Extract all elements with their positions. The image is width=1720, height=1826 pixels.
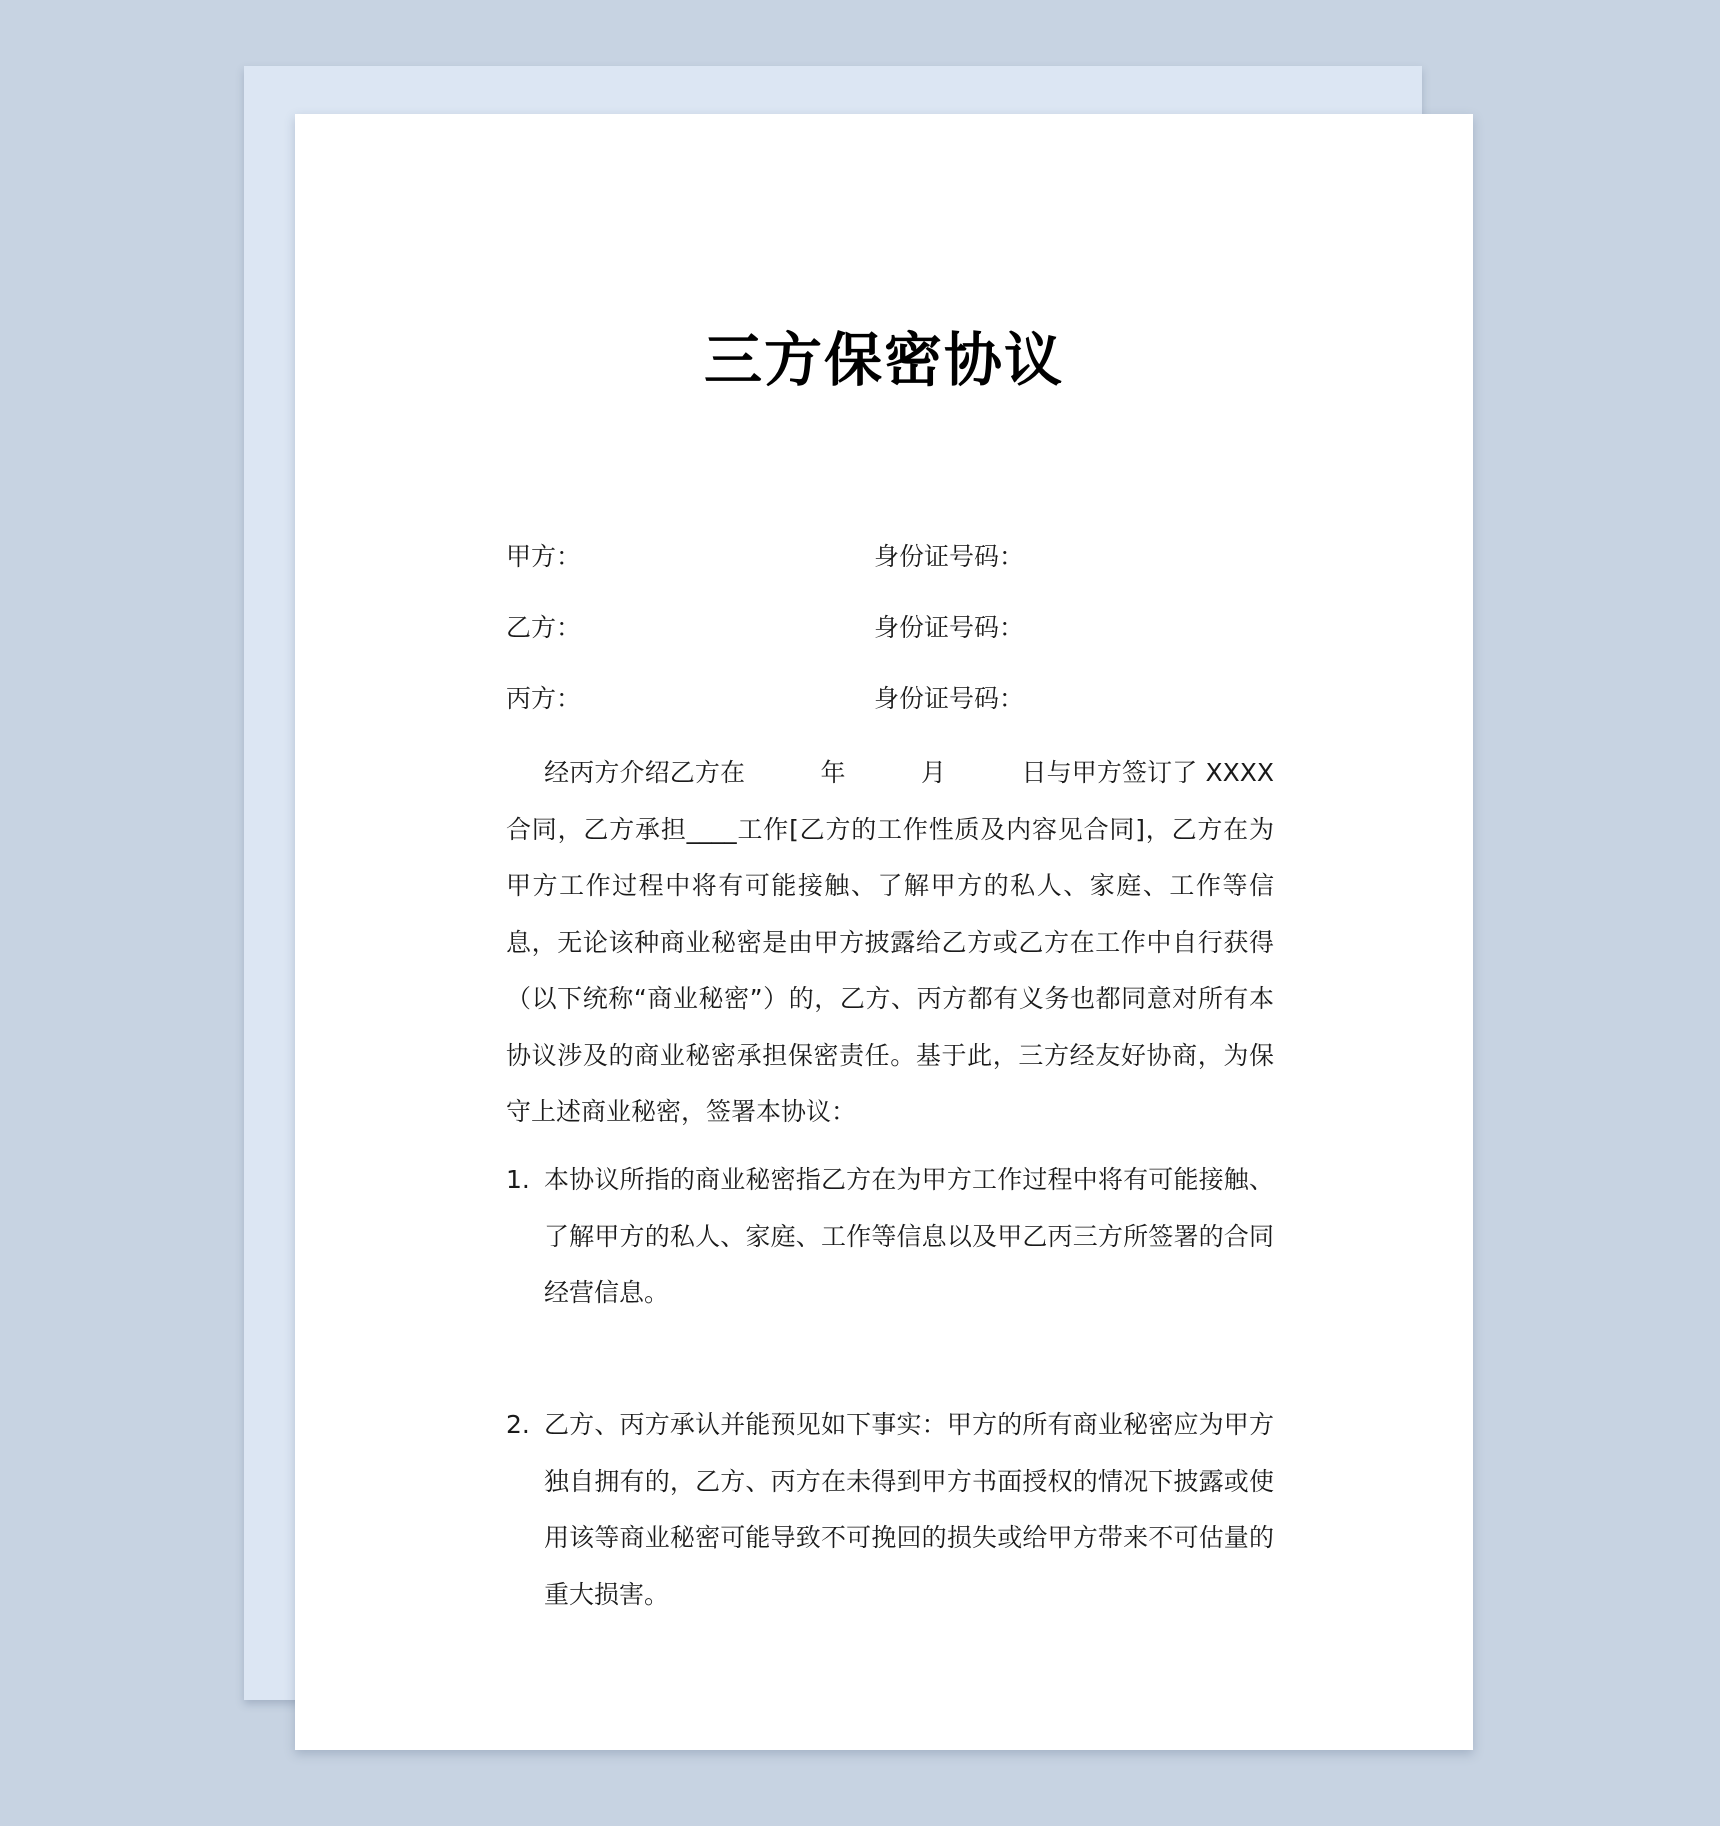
clause-text: 乙方、丙方承认并能预见如下事实：甲方的所有商业秘密应为甲方独自拥有的，乙方、丙方在未得到甲方书面授权的情况下披露或使用该等商业秘密可能导致不可挽回的损失或给甲方带来不可估量的重大损害。 bbox=[544, 1410, 1274, 1609]
clause-1 bbox=[506, 1152, 1274, 1322]
document-title: 三方保密协议 bbox=[703, 326, 1064, 394]
intro-paragraph-text: 经丙方介绍乙方在 年 月 日与甲方签订了 XXXX 合同，乙方承担____工作[乙方的工作性质及内容见合同]，乙方在为甲方工作过程中将有可能接触、了解甲方的私人、家庭、工作等信息，无论该种商业秘密是由甲方披露给乙方或乙方在工作中自行获得（以下统称“商业秘密”）的，乙方、丙方都有义务也都同意对所有本协议涉及的商业秘密承担保密责任。基于此，三方经友好协商，为保守上述商业秘密，签署本协议： bbox=[506, 758, 1274, 1126]
party-c-id-label: 身份证号码： bbox=[874, 684, 1025, 713]
party-row-c bbox=[506, 681, 1266, 717]
clause-2 bbox=[506, 1397, 1274, 1623]
party-a-id-label: 身份证号码： bbox=[874, 542, 1025, 571]
clause-number: 1. bbox=[506, 1165, 530, 1194]
clause-number: 2. bbox=[506, 1410, 530, 1439]
clause-text: 本协议所指的商业秘密指乙方在为甲方工作过程中将有可能接触、了解甲方的私人、家庭、工作等信息以及甲乙丙三方所签署的合同经营信息。 bbox=[544, 1165, 1274, 1307]
party-b-id-label: 身份证号码： bbox=[874, 613, 1025, 642]
party-row-b bbox=[506, 610, 1266, 646]
intro-paragraph bbox=[506, 745, 1274, 1141]
document-page bbox=[295, 114, 1473, 1750]
party-a-label: 甲方： bbox=[506, 542, 582, 571]
party-row-a bbox=[506, 539, 1266, 575]
party-c-label: 丙方： bbox=[506, 684, 582, 713]
party-b-label: 乙方： bbox=[506, 613, 582, 642]
